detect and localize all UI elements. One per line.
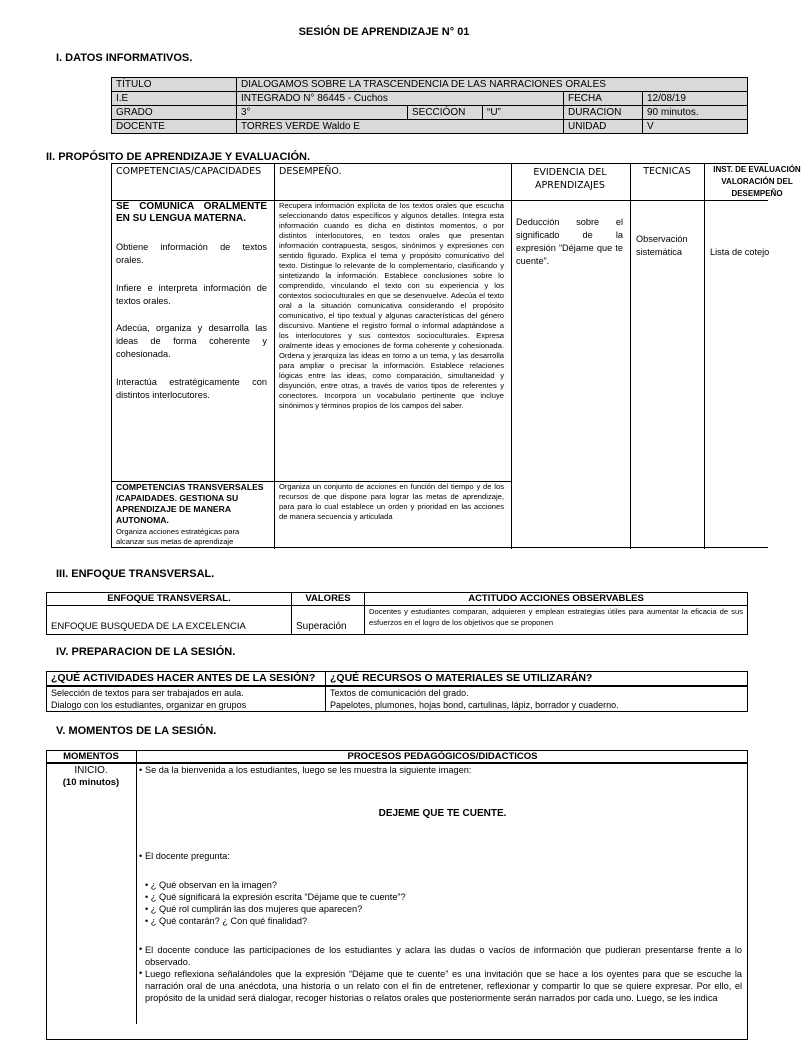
paragraph-pregunta: El docente pregunta: [145, 851, 230, 861]
enfoque-actitudes: Docentes y estudiantes comparan, adquieren y emplean estrategias útiles para aumentar la eficacia de sus esfuerzos en el logro de los objetivos que se proponen [365, 606, 748, 635]
preparacion-header-recursos: ¿QUÉ RECURSOS O MATERIALES SE UTILIZARÁN? [326, 672, 748, 687]
inicio-label: INICIO. [74, 765, 108, 776]
question-list [145, 879, 406, 927]
preparacion-row [47, 686, 748, 712]
image-title: DEJEME QUE TE CUENTE. [378, 808, 507, 819]
datos-row-docente [112, 120, 748, 134]
header-tecnicas: TECNICAS [643, 166, 691, 177]
header-instrumento: INST. DE EVALUACIÓN VALORACIÓN DEL DESEMPEÑO [713, 165, 801, 198]
preparacion-header-actividades: ¿QUÉ ACTIVIDADES HACER ANTES DE LA SESIÓN? [47, 672, 326, 687]
paragraph-bienvenida: Se da la bienvenida a los estudiantes, luego se les muestra la siguiente imagen: [145, 765, 472, 775]
section-preparacion-heading: IV. PREPARACION DE LA SESIÓN. [56, 646, 236, 658]
header-desempeno: DESEMPEÑO. [279, 166, 342, 177]
enfoque-header-row [47, 593, 748, 606]
inicio-time: (10 minutos) [62, 777, 120, 788]
section-proposito-heading: II. PROPÓSITO DE APRENDIZAJE Y EVALUACIÓN. [46, 151, 311, 163]
capacidad-1: Obtiene información de textos orales. [116, 242, 267, 265]
procesos-header: PROCESOS PEDAGÓGICOS/DIDACTICOS [347, 751, 538, 762]
transversal-desempeno: Organiza un conjunto de acciones en función del tiempo y de los recursos de que dispone para lograr las metas de aprendizaje, para para lo cual establece un orden y prioridad en las acciones de manera secuencia y articulada [279, 482, 504, 521]
datos-row-titulo [112, 78, 748, 92]
enfoque-name: ENFOQUE BUSQUEDA DE LA EXCELENCIA [47, 606, 292, 635]
fecha-label: FECHA [564, 92, 643, 106]
unidad-label: UNIDAD [564, 120, 643, 134]
header-competencias: COMPETENCIAS/CAPACIDADES [116, 166, 262, 177]
transversal-capacidad: Organiza acciones estratégicas para alcanzar sus metas de aprendizaje [116, 527, 240, 546]
capacidad-2: Infiere e interpreta información de textos orales. [116, 283, 267, 306]
tecnica-text: Observación sistemática [636, 234, 688, 257]
fecha-value: 12/08/19 [643, 92, 748, 106]
enfoque-header-2: VALORES [292, 593, 365, 606]
paragraph-conduce: El docente conduce las participaciones de los estudiantes y aclara las dudas o vacíos de información que pudieran presentarse frente a lo observado. [145, 945, 742, 967]
momentos-header: MOMENTOS [63, 751, 119, 762]
momentos-table: MOMENTOS PROCESOS PEDAGÓGICOS/DIDACTICOS INICIO. (10 minutos) • Se da la bienvenida a los estudiantes, luego se les muestra la siguiente imagen: DEJEME QUE TE CUENTE. • El docente pregunta: • ¿ Qué observan en la imagen? • ¿ Qué significará la expresión escrita “Déjame que te cuente”? • ¿ Qué rol cumplirán las dos mujeres que aparecen? • ¿ Qué contarán? ¿ Con qué finalidad? • El docente conduce las participaciones de los estudiantes y aclara las dudas o vacíos de información que pudieran presentarse frente a lo observado. • Luego reflexiona señalándoles que la expresión “Déjame que te cuente” es una invitación que se hace a los oyentes para que se escuche la narración oral de una anécdota, una historia o un relato con el fin de entretener, reflexionar y compartir lo que se quiere expresar. Por ello, el propósito de la unidad será dialogar, recoger historias o relatos orales que posteriormente serán narrados por cada uno. Luego, se les indica [46, 750, 748, 1024]
question-2: • ¿ Qué significará la expresión escrita “Déjame que te cuente”? [145, 892, 406, 902]
docente-label: DOCENTE [112, 120, 237, 134]
section-momentos-heading: V. MOMENTOS DE LA SESIÓN. [56, 725, 217, 737]
transversal-title: COMPETENCIAS TRANSVERSALES /CAPAIDADES. GESTIONA SU APRENDIZAJE DE MANERA AUTONOMA. [116, 482, 264, 525]
actividad-1: Selección de textos para ser trabajados en aula. [51, 688, 244, 698]
header-evidencia: EVIDENCIA DEL APRENDIZAJES [533, 167, 607, 191]
bullet-icon: • [145, 880, 151, 890]
question-3: • ¿ Qué rol cumplirán las dos mujeres que aparecen? [145, 904, 363, 914]
enfoque-header-3: ACTITUDO ACCIONES OBSERVABLES [365, 593, 748, 606]
bullet-icon: • [145, 904, 151, 914]
section-enfoque-heading: III. ENFOQUE TRANSVERSAL. [56, 568, 215, 580]
titulo-value: DIALOGAMOS SOBRE LA TRASCENDENCIA DE LAS NARRACIONES ORALES [237, 78, 748, 92]
paragraph-reflexiona: Luego reflexiona señalándoles que la expresión “Déjame que te cuente” es una invitación que se hace a los oyentes para que se escuche la narración oral de una anécdota, una historia o un relato con el fin de entretener, reflexionar y compartir lo que se quiere expresar. Por ello, el propósito de la unidad será dialogar, recoger historias o relatos orales que posteriormente serán narrados por cada uno. Luego, se les indica [145, 969, 742, 1003]
duracion-label: DURACION [564, 106, 643, 120]
datos-row-ie [112, 92, 748, 106]
preparacion-table [46, 671, 748, 712]
enfoque-row [47, 606, 748, 635]
bullet-icon: • [145, 916, 151, 926]
grado-value: 3° [237, 106, 408, 120]
titulo-label: TÍTULO [112, 78, 237, 92]
duracion-value: 90 minutos. [643, 106, 748, 120]
ie-value: INTEGRADO N° 86445 - Cuchos [237, 92, 564, 106]
datos-row-grado [112, 106, 748, 120]
question-4: • ¿ Qué contarán? ¿ Con qué finalidad? [145, 916, 308, 926]
capacidad-3: Adecúa, organiza y desarrolla las ideas de forma coherente y cohesionada. [116, 323, 267, 359]
desempeno-text: Recupera información explícita de los textos orales que escucha seleccionando datos específicos y algunos detalles. Integra esta información cuando es dicha en distintos momentos, o por distintos interlocutores, en textos orales que presentan información contrapuesta, sesgos, sinónimos y expresiones con sentido figurado. Explica el tema y propósito comunicativo del texto. Distingue lo relevante de lo complementario, clasificando y sintetizando la información. Establece conclusiones sobre lo comprendido, vinculando el texto con su experiencia y los contextos socioculturales en que se desenvuelve. Adecúa el texto oral a la situación comunicativa considerando el propósito comunicativo, el tipo textual y algunas características del género discursivo. Mantiene el registro formal o informal adaptándose a los interlocutores y sus contextos socioculturales. Expresa oralmente ideas y emociones de forma coherente y cohesionada. Ordena y jerarquiza las ideas en torno a un tema, y las desarrolla para ampliar o precisar la información. Establece relaciones lógicas entre las ideas, como comparación, simultaneidad y disyunción, entre otras, a través de varios tipos de referentes y conectores. Incorpora un vocabulario pertinente que incluye sinónimos y términos propios de los campos del saber. [279, 201, 504, 410]
unidad-value: V [643, 120, 748, 134]
document-title: SESIÓN DE APRENDIZAJE N° 01 [298, 26, 470, 38]
evidencia-text: Deducción sobre el significado de la expresión “Déjame que te cuente”. [516, 217, 623, 266]
proposito-table [111, 163, 801, 549]
section-datos-heading: I. DATOS INFORMATIVOS. [56, 52, 193, 64]
preparacion-header-row [47, 672, 748, 687]
instrumento-text: Lista de cotejo [710, 247, 770, 257]
enfoque-header-1: ENFOQUE TRANSVERSAL. [47, 593, 292, 606]
recurso-2: Papelotes, plumones, hojas bond, cartulinas, lápiz, borrador y cuaderno. [330, 700, 619, 710]
enfoque-table [46, 592, 748, 635]
actividad-2: Dialogo con los estudiantes, organizar en grupos [51, 700, 247, 710]
ie-label: I.E [112, 92, 237, 106]
competencia-title: SE COMUNICA ORALMENTE EN SU LENGUA MATERNA. [116, 201, 267, 224]
enfoque-valor: Superación [292, 606, 365, 635]
bullet-icon: • [145, 892, 151, 902]
capacidad-4: Interactúa estratégicamente con distintos interlocutores. [116, 377, 267, 400]
grado-label: GRADO [112, 106, 237, 120]
recurso-1: Textos de comunicación del grado. [330, 688, 469, 698]
docente-value: TORRES VERDE Waldo E [237, 120, 564, 134]
question-1: • ¿ Qué observan en la imagen? [145, 880, 277, 890]
seccion-label: SECCIÓON [408, 106, 483, 120]
seccion-value: “U” [483, 106, 564, 120]
datos-table [111, 77, 748, 134]
